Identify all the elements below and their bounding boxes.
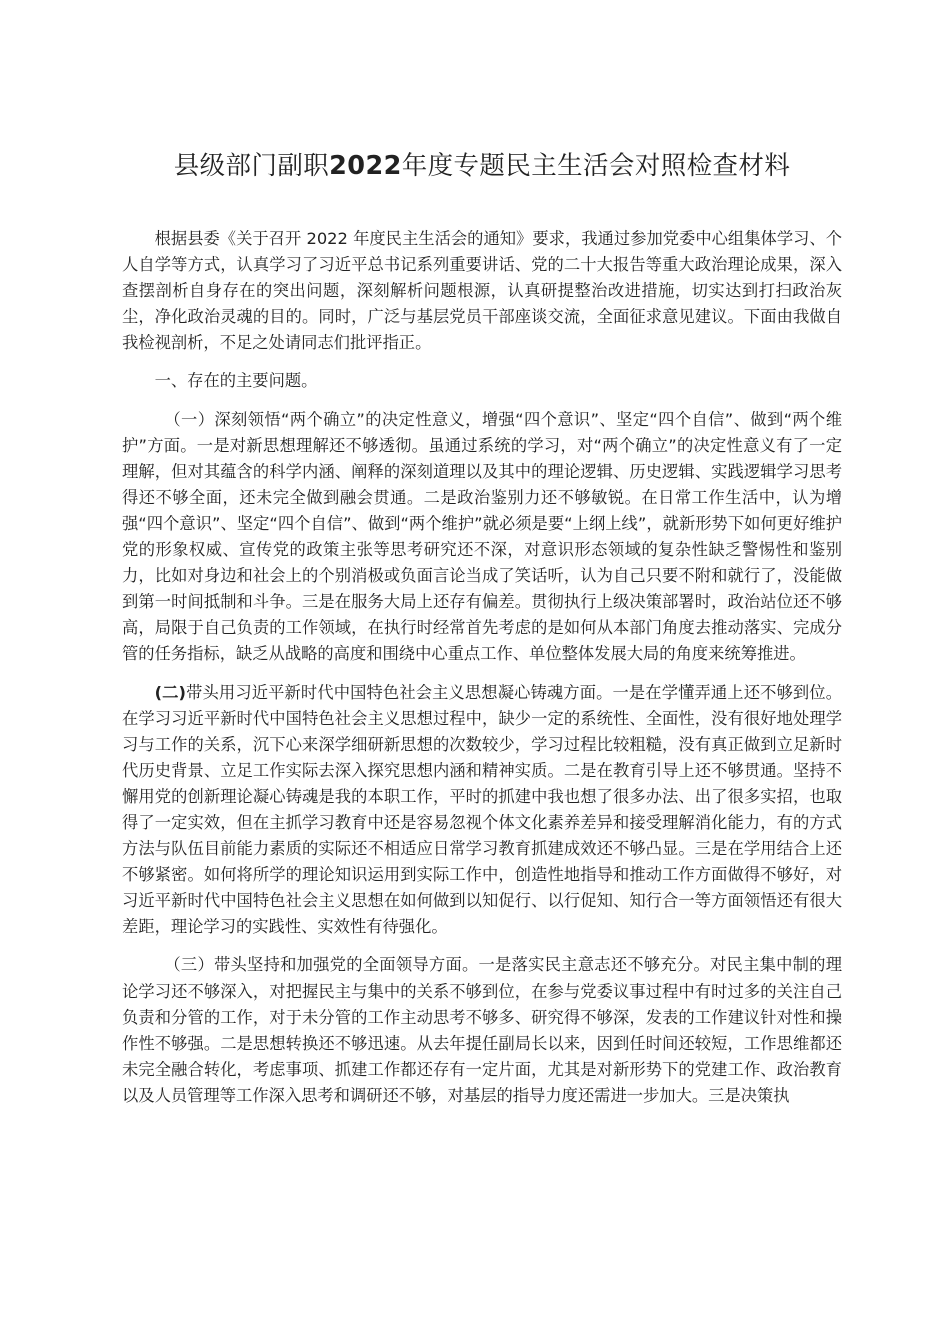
document-page — [122, 148, 842, 1121]
intro-paragraph: 根据县委《关于召开 2022 年度民主生活会的通知》要求，我通过参加党委中心组集体学习、个人自学等方式，认真学习了习近平总书记系列重要讲话、党的二十大报告等重大政治理论成果，深入查摆剖析自身存在的突出问题，深刻解析问题根源，认真研提整治改进措施，切实达到打扫政治灰尘，净化政治灵魂的目的。同时，广泛与基层党员干部座谈交流，全面征求意见建议。下面由我做自我检视剖析，不足之处请同志们批评指正。 — [122, 229, 842, 353]
item-2-paragraph — [122, 680, 842, 941]
section-heading-problems: 一、存在的主要问题。 — [154, 371, 318, 391]
item-2-text: 带头用习近平新时代中国特色社会主义思想凝心铸魂方面。一是在学懂弄通上还不够到位。在学习习近平新时代中国特色社会主义思想过程中，缺少一定的系统性、全面性，没有很好地处理学习与工作的关系，沉下心来深学细研新思想的次数较少，学习过程比较粗糙，没有真正做到立足新时代历史背景、立足工作实际去深入探究思想内涵和精神实质。二是在教育引导上还不够贯通。坚持不懈用党的创新理论凝心铸魂是我的本职工作，平时的抓建中我也想了很多办法、出了很多实招，也取得了一定实效，但在主抓学习教育中还是容易忽视个体文化素养差异和接受理解消化能力，有的方式方法与队伍目前能力素质的实际还不相适应日常学习教育抓建成效还不够凸显。三是在学用结合上还不够紧密。如何将所学的理论知识运用到实际工作中，创造性地指导和推动工作方面做得不够好，对习近平新时代中国特色社会主义思想在如何做到以知促行、以行促知、知行合一等方面领悟还有很大差距，理论学习的实践性、实效性有待强化。 — [122, 682, 842, 937]
item-1-paragraph: （一）深刻领悟“两个确立”的决定性意义，增强“四个意识”、坚定“四个自信”、做到“两个维护”方面。一是对新思想理解还不够透彻。虽通过系统的学习，对“两个确立”的决定性意义有了一定理解，但对其蕴含的科学内涵、阐释的深刻道理以及其中的理论逻辑、历史逻辑、实践逻辑学习思考得还不够全面，还未完全做到融会贯通。二是政治鉴别力还不够敏锐。在日常工作生活中，认为增强“四个意识”、坚定“四个自信”、做到“两个维护”就必须是要“上纲上线”，就新形势下如何更好维护党的形象权威、宣传党的政策主张等思考研究还不深，对意识形态领域的复杂性缺乏警惕性和鉴别力，比如对身边和社会上的个别消极或负面言论当成了笑话听，认为自己只要不附和就行了，没能做到第一时间抵制和斗争。三是在服务大局上还存有偏差。贯彻执行上级决策部署时，政治站位还不够高，局限于自己负责的工作领域，在执行时经常首先考虑的是如何从本部门角度去推动落实、完成分管的任务指标，缺乏从战略的高度和围绕中心重点工作、单位整体发展大局的角度来统筹推进。 — [122, 409, 842, 664]
document-title — [122, 148, 842, 184]
title-part1: 县级部门副职 — [173, 151, 330, 181]
item-3-paragraph: （三）带头坚持和加强党的全面领导方面。一是落实民主意志还不够充分。对民主集中制的理论学习还不够深入，对把握民主与集中的关系不够到位，在参与党委议事过程中有时过多的关注自己负责和分管的工作，对于未分管的工作主动思考不够多、研究得不够深，发表的工作建议针对性和操作性不够强。二是思想转换还不够迅速。从去年提任副局长以来，因到任时间还较短，工作思维都还未完全融合转化，考虑事项、抓建工作都还存有一定片面，尤其是对新形势下的党建工作、政治教育以及人员管理等工作深入思考和调研还不够，对基层的指导力度还需进一步加大。三是决策执 — [122, 955, 842, 1105]
item-2-lead: (二) — [154, 682, 186, 702]
title-year: 2022 — [329, 151, 402, 181]
title-part2: 年度专题民主生活会对照检查材料 — [401, 151, 791, 181]
